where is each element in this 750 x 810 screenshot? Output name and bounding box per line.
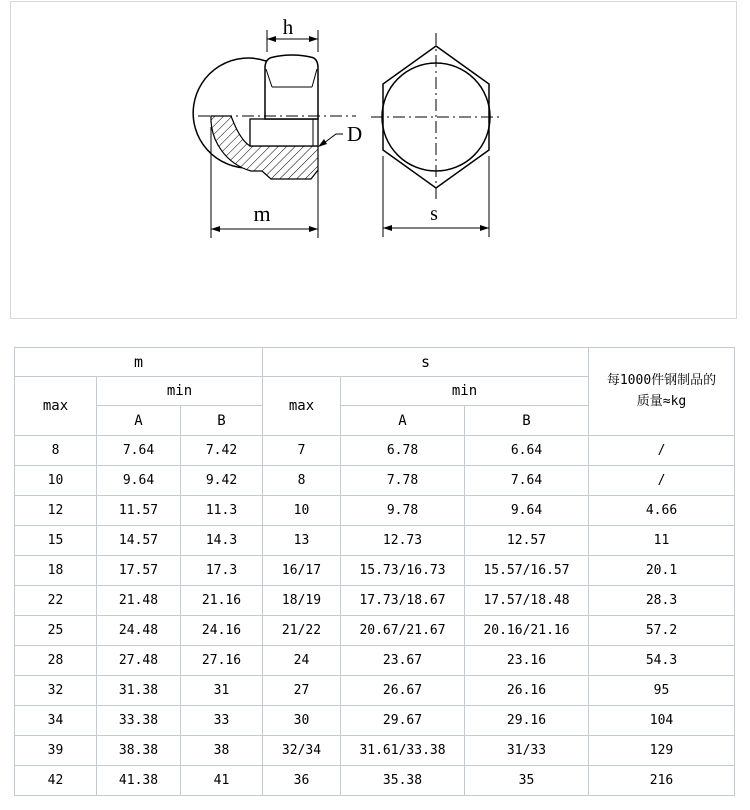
table-cell: 7.42 — [181, 436, 263, 466]
table-cell: 29.67 — [341, 706, 465, 736]
bore-cavity — [250, 119, 318, 146]
table-cell: 21.48 — [97, 586, 181, 616]
cap-nut-section-view — [193, 15, 362, 238]
table-cell: 95 — [589, 676, 735, 706]
table-cell: 27 — [263, 676, 341, 706]
table-cell: 31/33 — [465, 736, 589, 766]
table-cell: 20.16/21.16 — [465, 616, 589, 646]
table-row — [15, 586, 735, 616]
table-cell: 26.16 — [465, 676, 589, 706]
table-cell: / — [589, 436, 735, 466]
table-cell: 9.64 — [465, 496, 589, 526]
header-group-s: s — [263, 348, 589, 377]
table-cell: 20.67/21.67 — [341, 616, 465, 646]
table-cell: 33.38 — [97, 706, 181, 736]
table-row — [15, 736, 735, 766]
table-cell: 9.64 — [97, 466, 181, 496]
table-cell: 29.16 — [465, 706, 589, 736]
table-cell: 35 — [465, 766, 589, 796]
table-cell: 16/17 — [263, 556, 341, 586]
table-cell: 17.57/18.48 — [465, 586, 589, 616]
header-m-min-b: B — [181, 406, 263, 436]
table-cell: 14.3 — [181, 526, 263, 556]
table-cell: 10 — [15, 466, 97, 496]
table-cell: 26.67 — [341, 676, 465, 706]
table-cell: 23.67 — [341, 646, 465, 676]
table-cell: 12 — [15, 496, 97, 526]
leader-D — [318, 122, 362, 147]
centerlines-cross — [371, 33, 501, 201]
dim-label-m: m — [253, 201, 271, 226]
table-cell: 13 — [263, 526, 341, 556]
table-cell: 30 — [263, 706, 341, 736]
table-row — [15, 466, 735, 496]
table-cell: 12.73 — [341, 526, 465, 556]
table-cell: 24 — [263, 646, 341, 676]
table-cell: 7.64 — [465, 466, 589, 496]
dim-label-h: h — [282, 15, 294, 39]
table-cell: 57.2 — [589, 616, 735, 646]
table-cell: 129 — [589, 736, 735, 766]
table-cell: 24.48 — [97, 616, 181, 646]
table-row — [15, 766, 735, 796]
table-cell: 104 — [589, 706, 735, 736]
header-group-m: m — [15, 348, 263, 377]
header-m-max: max — [15, 377, 97, 436]
table-cell: 35.38 — [341, 766, 465, 796]
table-cell: 32/34 — [263, 736, 341, 766]
table-cell: 27.48 — [97, 646, 181, 676]
table-cell: 216 — [589, 766, 735, 796]
table-cell: 21/22 — [263, 616, 341, 646]
table-cell: 34 — [15, 706, 97, 736]
table-cell: 54.3 — [589, 646, 735, 676]
header-s-min: min — [341, 377, 589, 406]
table-cell: 7.78 — [341, 466, 465, 496]
table-row — [15, 646, 735, 676]
header-weight-line1: 每1000件钢制品的 — [606, 373, 717, 389]
table-cell: 17.57 — [97, 556, 181, 586]
table-cell: 11.57 — [97, 496, 181, 526]
table-cell: / — [589, 466, 735, 496]
dimension-h — [267, 15, 318, 52]
table-row — [15, 556, 735, 586]
table-cell: 9.78 — [341, 496, 465, 526]
table-cell: 8 — [15, 436, 97, 466]
header-s-max: max — [263, 377, 341, 436]
table-cell: 24.16 — [181, 616, 263, 646]
header-m-min: min — [97, 377, 263, 406]
hex-front-view — [371, 33, 501, 237]
table-cell: 11 — [589, 526, 735, 556]
table-cell: 38.38 — [97, 736, 181, 766]
table-cell: 41 — [181, 766, 263, 796]
dimension-spec-table — [14, 347, 735, 796]
table-cell: 28 — [15, 646, 97, 676]
table-row — [15, 496, 735, 526]
table-cell: 22 — [15, 586, 97, 616]
header-weight-line2: 质量≈kg — [636, 393, 687, 409]
header-s-min-b: B — [465, 406, 589, 436]
header-m-min-a: A — [97, 406, 181, 436]
table-cell: 31.38 — [97, 676, 181, 706]
table-cell: 6.64 — [465, 436, 589, 466]
table-cell: 27.16 — [181, 646, 263, 676]
table-cell: 41.38 — [97, 766, 181, 796]
table-cell: 42 — [15, 766, 97, 796]
technical-drawing — [0, 0, 750, 330]
header-s-min-a: A — [341, 406, 465, 436]
table-cell: 21.16 — [181, 586, 263, 616]
table-cell: 6.78 — [341, 436, 465, 466]
dim-label-D: D — [347, 122, 363, 146]
table-cell: 10 — [263, 496, 341, 526]
table-cell: 38 — [181, 736, 263, 766]
table-row — [15, 616, 735, 646]
table-cell: 31.61/33.38 — [341, 736, 465, 766]
table-cell: 31 — [181, 676, 263, 706]
table-cell: 12.57 — [465, 526, 589, 556]
table-cell: 28.3 — [589, 586, 735, 616]
table-cell: 17.3 — [181, 556, 263, 586]
table-cell: 4.66 — [589, 496, 735, 526]
table-cell: 39 — [15, 736, 97, 766]
table-cell: 7.64 — [97, 436, 181, 466]
table-cell: 15 — [15, 526, 97, 556]
table-cell: 15.57/16.57 — [465, 556, 589, 586]
table-header — [15, 348, 735, 436]
table-cell: 18/19 — [263, 586, 341, 616]
table-cell: 14.57 — [97, 526, 181, 556]
table-cell: 20.1 — [589, 556, 735, 586]
table-row — [15, 676, 735, 706]
table-row — [15, 436, 735, 466]
table-cell: 9.42 — [181, 466, 263, 496]
table-cell: 8 — [263, 466, 341, 496]
table-row — [15, 706, 735, 736]
table-cell: 18 — [15, 556, 97, 586]
table-cell: 23.16 — [465, 646, 589, 676]
table-cell: 7 — [263, 436, 341, 466]
table-cell: 15.73/16.73 — [341, 556, 465, 586]
header-weight — [589, 348, 735, 436]
table-cell: 25 — [15, 616, 97, 646]
table-cell: 11.3 — [181, 496, 263, 526]
table-cell: 33 — [181, 706, 263, 736]
table-body — [15, 436, 735, 796]
dim-label-s: s — [430, 203, 438, 225]
table-cell: 17.73/18.67 — [341, 586, 465, 616]
table-row — [15, 526, 735, 556]
table-cell: 32 — [15, 676, 97, 706]
table-cell: 36 — [263, 766, 341, 796]
